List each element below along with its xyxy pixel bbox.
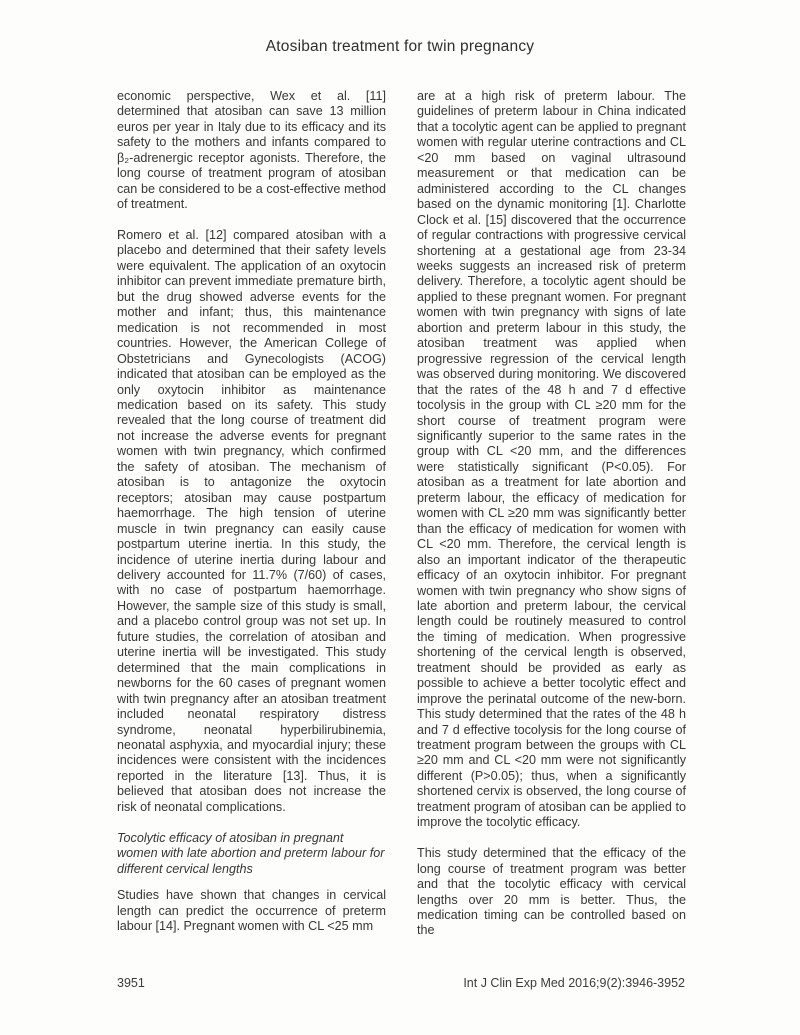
paragraph: Romero et al. [12] compared atosiban with a placebo and determined that their safety levels were equivalent. The application of an oxytocin inhibitor can prevent immediate premature birth, but the drug showed adverse events for the mother and infant; thus, this maintenance medication is not recommended in most countries. However, the American College of Obstetricians and Gynecologists (ACOG) indicated that atosiban can be employed as the only oxytocin inhibitor as maintenance medication based on its safety. This study revealed that the long course of treatment did not increase the adverse events for pregnant women with twin pregnancy, which confirmed the safety of atosiban. The mechanism of atosiban is to antagonize the oxytocin receptors; atosiban may cause postpartum haemorrhage. The high tension of uterine muscle in twin pregnancy can easily cause postpartum uterine inertia. In this study, the incidence of uterine inertia during labour and delivery accounted for 11.7% (7/60) of cases, with no case of postpartum haemorrhage. However, the sample size of this study is small, and a placebo control group was not set up. In future studies, the correlation of atosiban and uterine inertia will be investigated. This study determined that the main complications in newborns for the 60 cases of pregnant women with twin pregnancy after an atosiban treatment included neonatal respiratory distress syndrome, neonatal hyperbilirubinemia, neonatal asphyxia, and myocardial injury; these incidences were consistent with the incidences reported in the literature [13]. Thus, it is believed that atosiban does not increase the risk of neonatal complications. bbox=[117, 228, 386, 814]
article-body bbox=[117, 89, 687, 939]
paragraph: This study determined that the efficacy of the long course of treatment program was better and that the tocolytic efficacy with cervical lengths over 20 mm is better. Thus, the medication timing can be controlled based on the bbox=[417, 846, 686, 938]
page-footer bbox=[117, 976, 685, 990]
page-number: 3951 bbox=[117, 976, 145, 990]
paragraph: Studies have shown that changes in cervical length can predict the occurrence of preterm labour [14]. Pregnant women with CL <25 mm bbox=[117, 888, 386, 934]
right-column bbox=[417, 89, 686, 939]
paragraph: are at a high risk of preterm labour. The guidelines of preterm labour in China indicated that a tocolytic agent can be applied to pregnant women with regular uterine contractions and CL <20 mm based on vaginal ultrasound measurement or that medication can be administered according to the CL changes based on the dynamic monitoring [1]. Charlotte Clock et al. [15] discovered that the occurrence of regular contractions with progressive cervical shortening at a gestational age from 23-34 weeks suggests an increased risk of preterm delivery. Therefore, a tocolytic agent should be applied to these pregnant women. For pregnant women with twin pregnancy with signs of late abortion and preterm labour in this study, the atosiban treatment was applied when progressive regression of the cervical length was observed during monitoring. We discovered that the rates of the 48 h and 7 d effective tocolysis in the group with CL ≥20 mm for the short course of treatment program were significantly superior to the same rates in the group with CL <20 mm, and the differences were statistically significant (P<0.05). For atosiban as a treatment for late abortion and preterm labour, the efficacy of medication for women with CL ≥20 mm was significantly better than the efficacy of medication for women with CL <20 mm. Therefore, the cervical length is also an important indicator of the therapeutic efficacy of an oxytocin inhibitor. For pregnant women with twin pregnancy who show signs of late abortion and preterm labour, the cervical length could be routinely measured to control the timing of medication. When progressive shortening of the cervical length is observed, treatment should be provided as early as possible to achieve a better tocolytic effect and improve the perinatal outcome of the new-born. This study determined that the rates of the 48 h and 7 d effective tocolysis for the long course of treatment program between the groups with CL ≥20 mm and CL <20 mm were not significantly different (P>0.05); thus, when a significantly shortened cervix is observed, the long course of treatment program of atosiban can be applied to improve the tocolytic efficacy. bbox=[417, 89, 686, 830]
journal-citation: Int J Clin Exp Med 2016;9(2):3946-3952 bbox=[463, 976, 685, 990]
left-column bbox=[117, 89, 386, 939]
paragraph: economic perspective, Wex et al. [11] determined that atosiban can save 13 million euros per year in Italy due to its efficacy and its safety to the mothers and infants compared to β₂-adrenergic receptor agonists. Therefore, the long course of treatment program of atosiban can be considered to be a cost-effective method of treatment. bbox=[117, 89, 386, 212]
section-heading: Tocolytic efficacy of atosiban in pregnant women with late abortion and preterm labour for different cervical lengths bbox=[117, 830, 385, 876]
running-head-title: Atosiban treatment for twin pregnancy bbox=[265, 38, 535, 55]
